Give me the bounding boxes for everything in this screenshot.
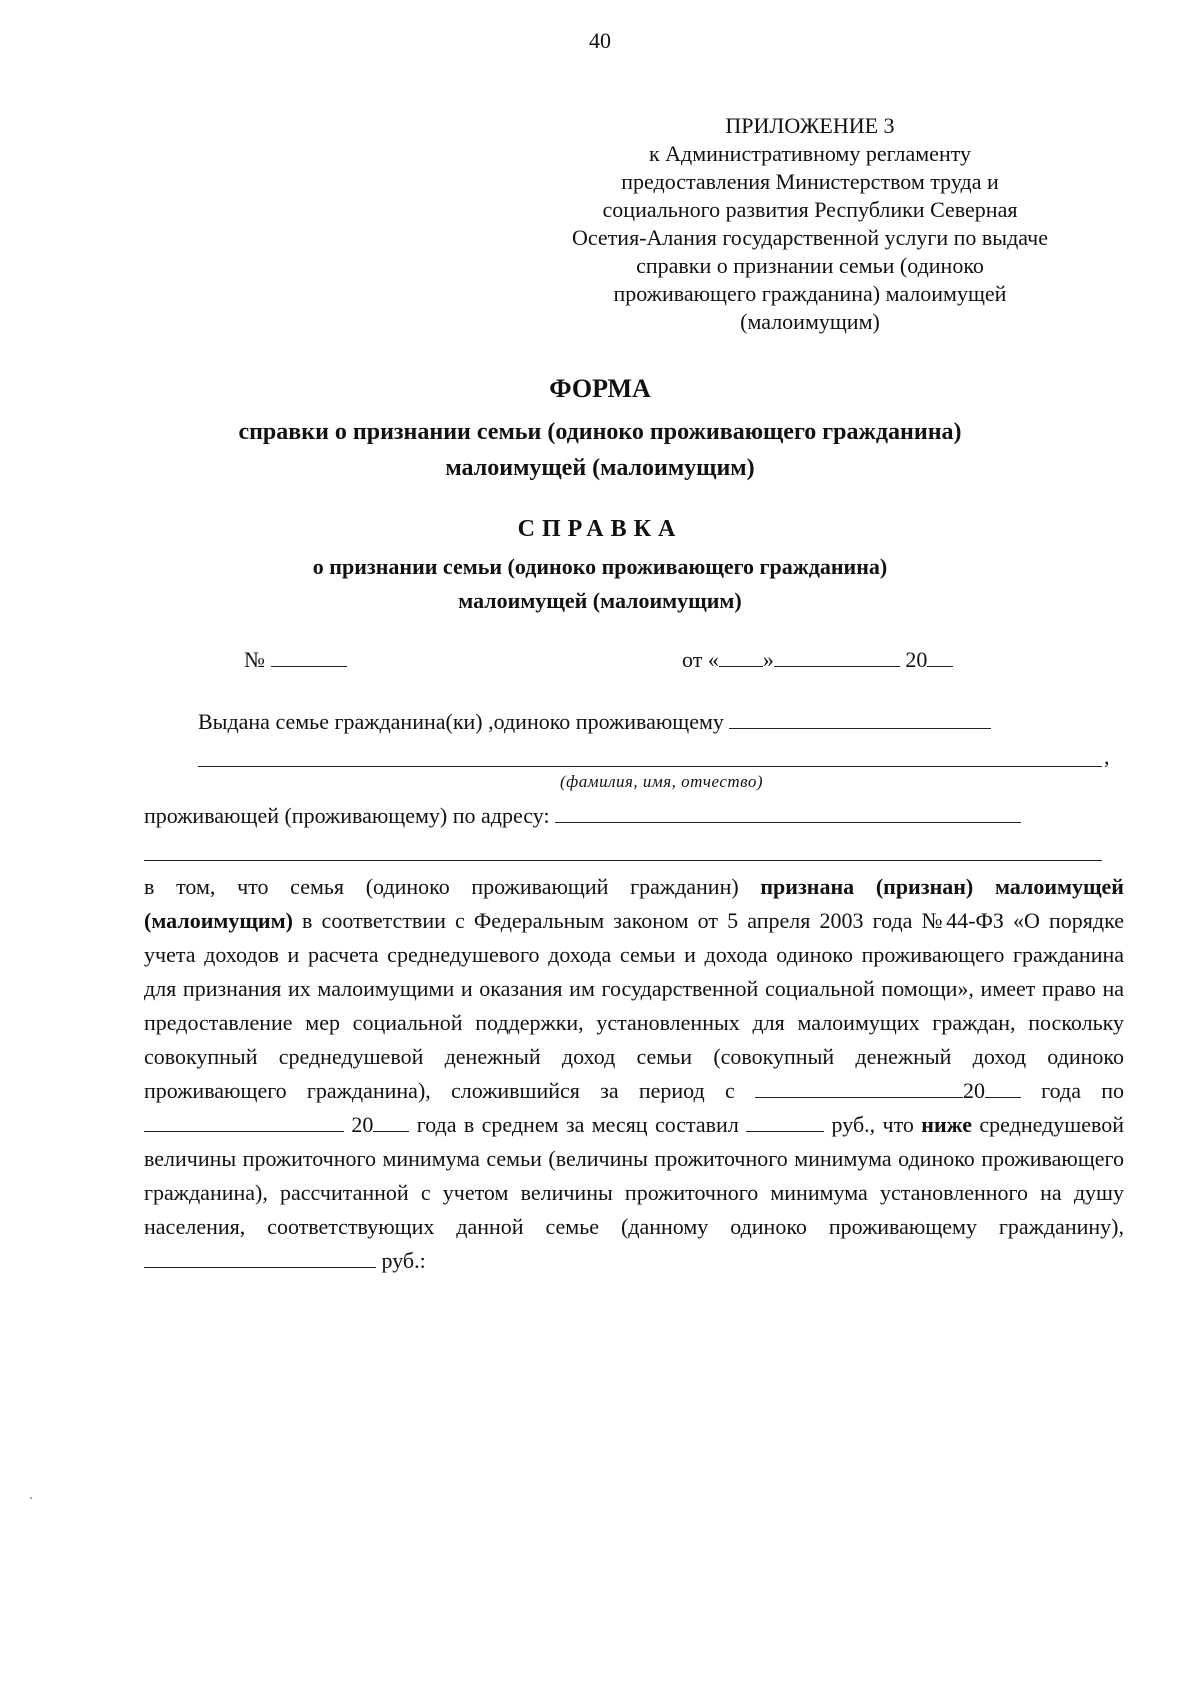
address-label: проживающей (проживающему) по адресу: bbox=[144, 803, 550, 828]
page-number: 40 bbox=[589, 28, 611, 53]
certificate-title: СПРАВКА bbox=[517, 516, 683, 542]
appendix-line: социального развития Республики Северная bbox=[602, 197, 1018, 222]
period-start-blank[interactable] bbox=[755, 1077, 963, 1098]
date-close-quote: » bbox=[762, 647, 774, 672]
appendix-line: проживающего гражданина) малоимущей bbox=[613, 281, 1007, 306]
body-text: года по bbox=[1020, 1078, 1124, 1103]
form-title: ФОРМА bbox=[549, 374, 651, 403]
number-field bbox=[244, 646, 347, 673]
date-month-blank[interactable] bbox=[774, 646, 900, 667]
issued-line bbox=[198, 708, 991, 735]
body-text: в том, что семья (одиноко проживающий гражданин) bbox=[144, 874, 761, 899]
body-bold-lower: ниже bbox=[921, 1112, 973, 1137]
form-subtitle bbox=[0, 414, 1200, 486]
certificate-subtitle bbox=[0, 550, 1200, 618]
body-text: в соответствии с Федеральным законом от 5 апреля 2003 года №44-ФЗ «О порядке учета доходов и расчета среднедушевого дохода семьи и дохода одиноко проживающего гражданина для признания их малоимущими и оказания им государственной социальной помощи», имеет право на предоставление мер социальной поддержки, установленных для малоимущих граждан, поскольку совокупный среднедушевой денежный доход семьи (совокупный денежный доход одиноко проживающего гражданина), сложившийся за период с bbox=[144, 908, 1124, 1103]
date-year-blank[interactable] bbox=[927, 646, 953, 667]
body-text: 20 bbox=[962, 1078, 985, 1103]
number-blank[interactable] bbox=[271, 646, 347, 667]
scan-speck bbox=[30, 1497, 32, 1499]
issued-name-blank[interactable] bbox=[729, 708, 991, 729]
address-blank-2[interactable] bbox=[144, 860, 1102, 861]
income-blank[interactable] bbox=[746, 1111, 824, 1132]
body-text: среднедушевой величины прожиточного минимума семьи (величины прожиточного минимума одиноко проживающего гражданина), рассчитанной с учетом величины прожиточного минимума установленного на душу населения, соответствующих данной семье (данному одиноко проживающему гражданину), bbox=[144, 1112, 1124, 1239]
issued-label: Выдана семье гражданина(ки) ,одиноко проживающему bbox=[198, 709, 724, 734]
certificate-subtitle-line: малоимущей (малоимущим) bbox=[458, 588, 742, 613]
body-text: руб., что bbox=[824, 1112, 922, 1137]
certificate-header bbox=[0, 512, 1200, 618]
appendix-line: Осетия-Алания государственной услуги по выдаче bbox=[572, 225, 1048, 250]
appendix-line: ПРИЛОЖЕНИЕ 3 bbox=[725, 113, 895, 138]
date-day-blank[interactable] bbox=[719, 646, 763, 667]
period-end-blank[interactable] bbox=[144, 1111, 344, 1132]
appendix-line: (малоимущим) bbox=[740, 309, 880, 334]
minimum-blank[interactable] bbox=[144, 1247, 376, 1268]
issued-comma: , bbox=[1104, 744, 1110, 769]
form-subtitle-line: малоимущей (малоимущим) bbox=[445, 455, 755, 481]
appendix-line: к Административному регламенту bbox=[648, 141, 972, 166]
appendix-line: предоставления Министерством труда и bbox=[621, 169, 999, 194]
date-from-label: от « bbox=[682, 647, 719, 672]
body-text: руб.: bbox=[376, 1248, 426, 1273]
body-bold-status: признана (признан) малоимущей (малоимущим) bbox=[144, 874, 1124, 933]
number-label: № bbox=[244, 647, 265, 672]
form-header bbox=[0, 372, 1200, 486]
certificate-subtitle-line: о признании семьи (одиноко проживающего гражданина) bbox=[312, 554, 888, 579]
period-end-year-blank[interactable] bbox=[373, 1111, 409, 1132]
address-blank[interactable] bbox=[555, 802, 1021, 823]
date-year-prefix: 20 bbox=[905, 647, 928, 672]
period-start-year-blank[interactable] bbox=[985, 1077, 1021, 1098]
address-line bbox=[144, 802, 1021, 829]
body-paragraph bbox=[144, 870, 1124, 1278]
body-text: 20 bbox=[344, 1112, 374, 1137]
issued-name-blank-2[interactable] bbox=[198, 766, 1102, 767]
appendix-header bbox=[520, 112, 1100, 336]
date-field bbox=[682, 646, 953, 673]
body-text: года в среднем за месяц составил bbox=[409, 1112, 747, 1137]
fio-hint: (фамилия, имя, отчество) bbox=[560, 772, 763, 791]
appendix-line: справки о признании семьи (одиноко bbox=[636, 253, 984, 278]
form-subtitle-line: справки о признании семьи (одиноко проживающего гражданина) bbox=[238, 419, 962, 445]
